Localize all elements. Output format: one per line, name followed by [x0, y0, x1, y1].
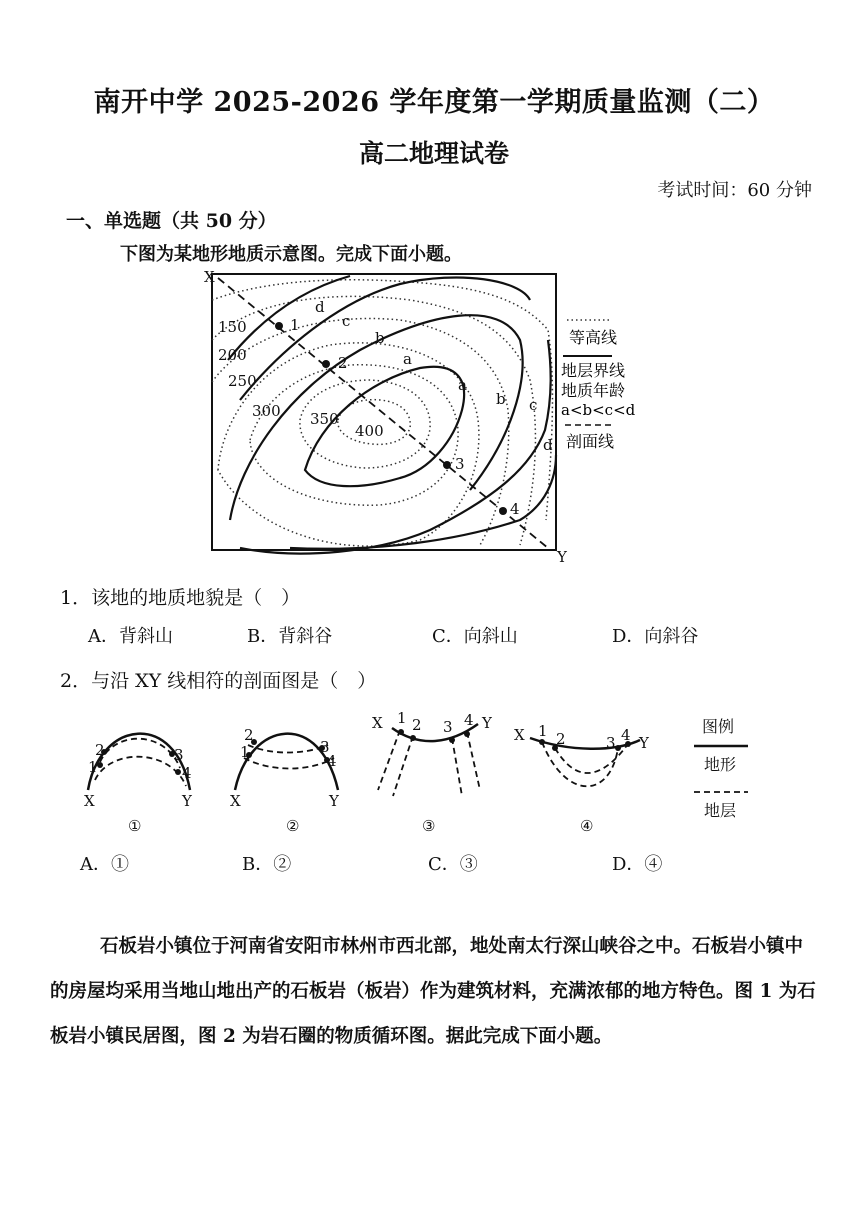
profile-legend-strata: 地层	[704, 801, 737, 820]
contour-label-300: 300	[252, 402, 281, 420]
profile-diagram-3	[372, 709, 493, 835]
svg-text:X: X	[230, 792, 241, 810]
svg-text:3: 3	[174, 746, 184, 764]
svg-text:Y: Y	[639, 734, 649, 752]
svg-text:1: 1	[538, 722, 548, 740]
profile-diagram-2	[230, 726, 340, 835]
svg-text:Y: Y	[482, 714, 492, 732]
q1-option-c[interactable]: C．向斜山	[432, 626, 518, 647]
point-2	[322, 360, 330, 368]
q1-option-b[interactable]: B．背斜谷	[247, 626, 333, 647]
section-intro: 下图为某地形地质示意图。完成下面小题。	[120, 244, 462, 265]
passage-paragraph: 石板岩小镇位于河南省安阳市林州市西北部，地处南太行深山峡谷之中。石板岩小镇中的房屋均采用当地山地出产的石板岩（板岩）作为建筑材料，充满浓郁的地方特色。图 1 为石板岩小镇民居图，图 2 为岩石圈的物质循环图。据此完成下面小题。	[50, 936, 816, 1047]
svg-text:2: 2	[412, 716, 422, 734]
question-1-stem: 1．该地的地质地貌是（ ）	[60, 587, 301, 609]
legend-contour-label: 等高线	[569, 328, 618, 347]
q2-option-b[interactable]: B．②	[242, 854, 292, 875]
point-label-3: 3	[455, 455, 465, 473]
q1-option-d[interactable]: D．向斜谷	[612, 626, 699, 647]
q2-option-c[interactable]: C．③	[428, 854, 478, 875]
stratum-label-b-left: b	[375, 329, 385, 347]
svg-text:1: 1	[397, 709, 407, 727]
contour-label-250: 250	[228, 372, 257, 390]
svg-text:3: 3	[606, 734, 616, 752]
svg-text:1: 1	[88, 758, 98, 776]
diagram-caption-4: ④	[580, 817, 594, 835]
point-3	[443, 461, 451, 469]
question-2-stem: 2．与沿 XY 线相符的剖面图是（ ）	[60, 670, 377, 692]
profile-legend	[694, 717, 748, 820]
point-1	[275, 322, 283, 330]
point-4	[499, 507, 507, 515]
stratum-label-a-left: a	[403, 350, 412, 368]
svg-text:4: 4	[621, 726, 631, 744]
stratum-label-d-left: d	[315, 298, 325, 316]
diagram-caption-3: ③	[422, 817, 436, 835]
legend-section-label: 剖面线	[566, 432, 615, 451]
exam-subtitle: 高二地理试卷	[358, 139, 509, 168]
contour-label-350: 350	[310, 410, 339, 428]
exam-title: 南开中学 2025-2026 学年度第一学期质量监测（二）	[93, 87, 775, 118]
stratum-label-d-right: d	[543, 436, 553, 454]
svg-text:4: 4	[327, 752, 337, 770]
stratum-label-c-right: c	[529, 396, 538, 414]
section-heading: 一、单选题（共 50 分）	[66, 210, 277, 232]
svg-text:2: 2	[244, 726, 254, 744]
endpoint-y: Y	[557, 548, 567, 566]
contour-label-200: 200	[218, 346, 247, 364]
svg-text:X: X	[372, 714, 383, 732]
svg-text:4: 4	[182, 764, 192, 782]
q2-option-a[interactable]: A．①	[80, 854, 129, 875]
diagram-caption-1: ①	[128, 817, 142, 835]
point-label-2: 2	[338, 354, 348, 372]
diagram-caption-2: ②	[286, 817, 300, 835]
point-label-1: 1	[290, 316, 300, 334]
geologic-map-figure	[196, 262, 676, 572]
svg-text:Y: Y	[329, 792, 339, 810]
legend-age-order: a<b<c<d	[561, 401, 636, 419]
legend-stratum-label: 地层界线	[561, 361, 626, 380]
svg-text:X: X	[514, 726, 525, 744]
profile-diagram-4	[514, 722, 650, 835]
contour-label-150: 150	[218, 318, 247, 336]
endpoint-x: X	[204, 268, 215, 286]
q2-option-d[interactable]: D．④	[612, 854, 663, 875]
svg-text:1: 1	[240, 743, 250, 761]
svg-text:4: 4	[464, 711, 474, 729]
svg-text:3: 3	[443, 718, 453, 736]
contour-label-400: 400	[355, 422, 384, 440]
point-label-4: 4	[510, 500, 520, 518]
profile-diagram-1	[84, 734, 193, 835]
svg-text:2: 2	[556, 730, 566, 748]
svg-text:2: 2	[95, 741, 105, 759]
svg-text:Y: Y	[182, 792, 192, 810]
exam-time: 考试时间：60 分钟	[657, 180, 812, 201]
svg-text:3: 3	[320, 738, 330, 756]
stratum-label-c-left: c	[342, 312, 351, 330]
legend-age-label: 地质年龄	[561, 381, 626, 400]
q1-option-a[interactable]: A．背斜山	[88, 626, 173, 647]
profile-legend-terrain: 地形	[704, 755, 737, 774]
stratum-label-a-right: a	[458, 376, 467, 394]
profile-diagrams	[70, 708, 770, 838]
svg-text:X: X	[84, 792, 95, 810]
stratum-label-b-right: b	[496, 390, 506, 408]
map-legend	[561, 320, 636, 451]
profile-legend-title: 图例	[702, 717, 735, 736]
